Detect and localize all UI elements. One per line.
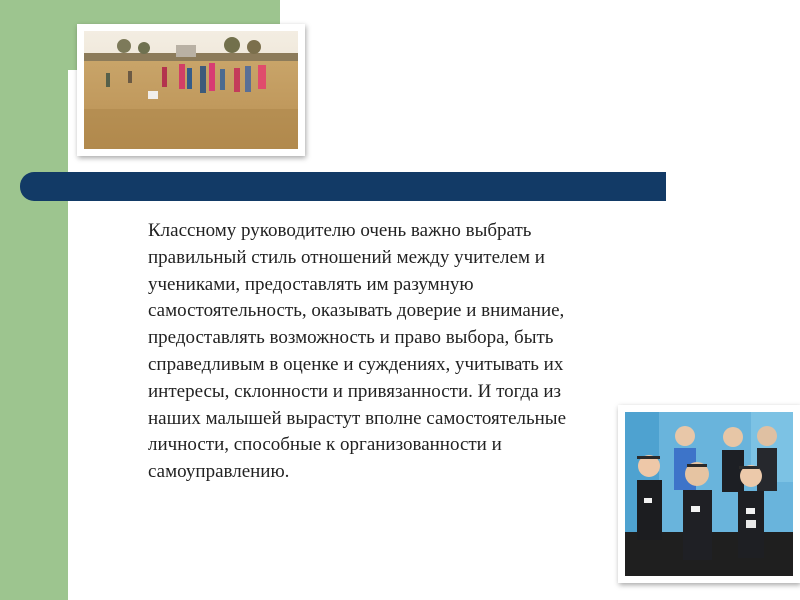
body-paragraph: Классному руководителю очень важно выбрать правильный стиль отношений между учителем и учениками, предоставлять им разумную самостоятельность, оказывать доверие и внимание, предоставлять возможность и право выбора, быть справедливым в оценке и суждениях, учитывать их интересы, склонности и привязанности. И тогда из наших малышей вырастут вполне самостоятельные личности, способные к организованности и самоуправлению. [148, 220, 567, 483]
children-group-photo [618, 405, 800, 583]
accent-bar [20, 172, 666, 201]
left-green-band [0, 0, 68, 600]
outdoor-field-photo [77, 24, 305, 156]
